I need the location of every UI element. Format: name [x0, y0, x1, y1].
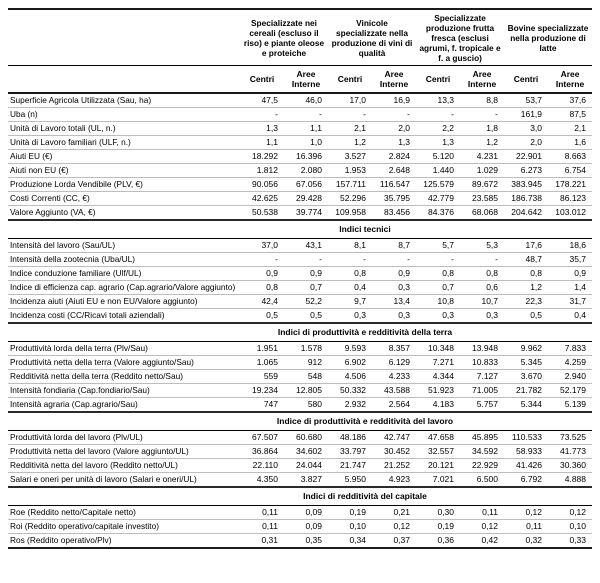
- cell-value: 12.805: [284, 384, 328, 398]
- table-row: [8, 164, 592, 178]
- table-row: [8, 108, 592, 122]
- table-row: [8, 295, 592, 309]
- cell-value: -: [284, 108, 328, 122]
- cell-value: 50.332: [328, 384, 372, 398]
- subheader-aree-interne: Aree Interne: [284, 66, 328, 94]
- cell-value: 19.234: [240, 384, 284, 398]
- cell-value: 31,7: [548, 295, 592, 309]
- row-label: Unità di Lavoro familiari (ULF, n.): [8, 136, 240, 150]
- cell-value: -: [416, 108, 460, 122]
- cell-value: 0,12: [460, 520, 504, 534]
- cell-value: -: [416, 253, 460, 267]
- table-row: [8, 206, 592, 221]
- cell-value: 747: [263, 399, 278, 409]
- cell-value: 109.958: [335, 207, 366, 217]
- cell-value: 35.795: [372, 192, 416, 206]
- row-label: Uba (n): [8, 108, 240, 122]
- cell-value: 6.129: [372, 356, 416, 370]
- cell-value: 0,8: [328, 267, 372, 281]
- cell-value: 5.757: [476, 399, 499, 409]
- table-row: [8, 342, 592, 356]
- cell-value: 1,2: [460, 136, 504, 150]
- cell-value: 30.360: [548, 459, 592, 473]
- row-label: Unità di Lavoro totali (UL, n.): [8, 122, 240, 136]
- cell-value: 1.812: [240, 164, 284, 178]
- row-label: Roe (Reddito netto/Capitale netto): [8, 506, 240, 520]
- cell-value: 4.506: [328, 370, 372, 384]
- cell-value: 10.348: [416, 342, 460, 356]
- cell-value: 36.864: [240, 445, 284, 459]
- cell-value: 10,8: [416, 295, 460, 309]
- cell-value: 0,9: [372, 267, 416, 281]
- row-label: Produzione Lorda Vendibile (PLV, €): [8, 178, 240, 192]
- cell-value: 1,1: [240, 136, 284, 150]
- subheader-row: [8, 66, 592, 94]
- cell-value: 1.029: [460, 164, 504, 178]
- cell-value: 0,5: [310, 310, 322, 320]
- cell-value: 0,5: [266, 310, 278, 320]
- cell-value: 32.557: [416, 445, 460, 459]
- cell-value: 21.782: [504, 384, 548, 398]
- cell-value: 1.953: [328, 164, 372, 178]
- cell-value: 8.357: [372, 342, 416, 356]
- section-header: Indice di produttività e redditività del lavoro: [8, 412, 592, 431]
- cell-value: -: [460, 108, 504, 122]
- subheader-aree-interne: Aree Interne: [548, 66, 592, 94]
- cell-value: 0,3: [486, 310, 499, 320]
- cell-value: 47,5: [240, 93, 284, 108]
- cell-value: 67.507: [240, 431, 284, 445]
- cell-value: 5.120: [416, 150, 460, 164]
- subheader-aree-interne: Aree Interne: [372, 66, 416, 94]
- row-label: Superficie Agricola Utilizzata (Sau, ha): [8, 93, 240, 108]
- cell-value: 42.779: [416, 192, 460, 206]
- cell-value: 22,3: [504, 295, 548, 309]
- cell-value: 0,11: [240, 520, 284, 534]
- cell-value: 1,1: [284, 122, 328, 136]
- cell-value: 2.824: [372, 150, 416, 164]
- cell-value: 2,0: [372, 122, 416, 136]
- cell-value: 34.592: [460, 445, 504, 459]
- cell-value: 0,36: [437, 535, 455, 545]
- column-group-vinicole: Vinicole specializzate nella produzione di vini di qualità: [328, 9, 416, 66]
- row-label: Intensità del lavoro (Sau/UL): [8, 239, 240, 253]
- cell-value: 1,8: [460, 122, 504, 136]
- cell-value: 0,8: [504, 267, 548, 281]
- cell-value: 2.648: [372, 164, 416, 178]
- cell-value: 0,11: [240, 506, 284, 520]
- row-label: Incidenza costi (CC/Ricavi totali aziendali): [10, 310, 165, 320]
- cell-value: 24.044: [284, 459, 328, 473]
- cell-value: 52.179: [548, 384, 592, 398]
- cell-value: 4.233: [372, 370, 416, 384]
- table-row: [8, 534, 592, 549]
- cell-value: 0,3: [372, 281, 416, 295]
- row-label: Produttività netta del lavoro (Valore aggiunto/UL): [8, 445, 240, 459]
- column-group-bovine: Bovine specializzate nella produzione di latte: [504, 9, 592, 66]
- cell-value: 90.056: [240, 178, 284, 192]
- cell-value: 6.500: [476, 474, 499, 484]
- section-header-row: [8, 220, 592, 239]
- cell-value: 0,33: [569, 535, 587, 545]
- cell-value: 4.183: [432, 399, 455, 409]
- cell-value: 83.456: [384, 207, 411, 217]
- cell-value: 912: [284, 356, 328, 370]
- cell-value: 103.012: [555, 207, 587, 217]
- corner-cell: [8, 9, 240, 66]
- cell-value: 42.747: [372, 431, 416, 445]
- cell-value: 1.578: [284, 342, 328, 356]
- cell-value: 41.773: [548, 445, 592, 459]
- cell-value: 29.428: [284, 192, 328, 206]
- cell-value: 2,2: [416, 122, 460, 136]
- cell-value: 2,1: [548, 122, 592, 136]
- row-label: Indice di efficienza cap. agrario (Cap.agrario/Valore aggiunto): [8, 281, 240, 295]
- cell-value: 0,19: [328, 506, 372, 520]
- cell-value: 89.672: [460, 178, 504, 192]
- cell-value: 0,31: [261, 535, 278, 545]
- cell-value: 1,6: [548, 136, 592, 150]
- cell-value: 0,11: [504, 520, 548, 534]
- table-row: [8, 506, 592, 520]
- cell-value: -: [328, 253, 372, 267]
- cell-value: 548: [284, 370, 328, 384]
- cell-value: 4.888: [564, 474, 587, 484]
- cell-value: 7.833: [548, 342, 592, 356]
- cell-value: 42,4: [240, 295, 284, 309]
- cell-value: 4.344: [416, 370, 460, 384]
- cell-value: 22.929: [460, 459, 504, 473]
- cell-value: 35,7: [548, 253, 592, 267]
- cell-value: 1.065: [240, 356, 284, 370]
- cell-value: 0,10: [328, 520, 372, 534]
- cell-value: 18.292: [240, 150, 284, 164]
- cell-value: 4.923: [388, 474, 411, 484]
- cell-value: 0,7: [416, 281, 460, 295]
- subheader-centri: Centri: [328, 66, 372, 94]
- cell-value: 9.962: [504, 342, 548, 356]
- table-row: [8, 253, 592, 267]
- cell-value: 13,3: [416, 93, 460, 108]
- cell-value: 68.068: [472, 207, 499, 217]
- cell-value: 0,12: [372, 520, 416, 534]
- cell-value: 17,0: [328, 93, 372, 108]
- table-row: [8, 136, 592, 150]
- cell-value: 9.593: [328, 342, 372, 356]
- cell-value: 6.792: [520, 474, 543, 484]
- cell-value: 0,4: [328, 281, 372, 295]
- cell-value: 0,9: [284, 267, 328, 281]
- cell-value: 2,1: [328, 122, 372, 136]
- cell-value: 0,11: [460, 506, 504, 520]
- cell-value: 37,0: [240, 239, 284, 253]
- cell-value: 0,10: [548, 520, 592, 534]
- cell-value: 186.738: [504, 192, 548, 206]
- table-row: [8, 370, 592, 384]
- cell-value: 580: [307, 399, 322, 409]
- cell-value: 110.533: [504, 431, 548, 445]
- table-row: [8, 356, 592, 370]
- cell-value: 0,3: [354, 310, 366, 320]
- cell-value: 0,30: [416, 506, 460, 520]
- table-row: [8, 431, 592, 445]
- table-row: [8, 93, 592, 108]
- cell-value: 383.945: [504, 178, 548, 192]
- cell-value: 73.525: [548, 431, 592, 445]
- row-label: Intensità della zootecnia (Uba/UL): [8, 253, 240, 267]
- cell-value: 0,35: [305, 535, 322, 545]
- subheader-centri: Centri: [240, 66, 284, 94]
- cell-value: 9,7: [328, 295, 372, 309]
- table-row: [8, 178, 592, 192]
- cell-value: 10.833: [460, 356, 504, 370]
- row-label: Aiuti non EU (€): [8, 164, 240, 178]
- cell-value: 48.186: [328, 431, 372, 445]
- cell-value: 0,12: [504, 506, 548, 520]
- row-label: Intensità fondiaria (Cap.fondiario/Sau): [8, 384, 240, 398]
- cell-value: 1.951: [240, 342, 284, 356]
- cell-value: 51.923: [416, 384, 460, 398]
- cell-value: 3.527: [328, 150, 372, 164]
- cell-value: -: [328, 108, 372, 122]
- cell-value: 5.344: [520, 399, 543, 409]
- cell-value: 0,09: [284, 520, 328, 534]
- cell-value: 3.827: [300, 474, 322, 484]
- cell-value: 34.602: [284, 445, 328, 459]
- cell-value: 45.895: [460, 431, 504, 445]
- cell-value: 0,8: [460, 267, 504, 281]
- cell-value: 7.127: [460, 370, 504, 384]
- cell-value: 0,32: [525, 535, 543, 545]
- cell-value: 204.642: [511, 207, 543, 217]
- cell-value: 5.139: [564, 399, 587, 409]
- cell-value: 13,4: [372, 295, 416, 309]
- cell-value: 42.625: [240, 192, 284, 206]
- row-label: Ros (Reddito operativo/Plv): [10, 535, 112, 545]
- cell-value: 0,6: [460, 281, 504, 295]
- cell-value: 33.797: [328, 445, 372, 459]
- row-label: Valore Aggiunto (VA, €): [10, 207, 96, 217]
- cell-value: 6.273: [504, 164, 548, 178]
- section-header-row: [8, 412, 592, 431]
- table-row: [8, 473, 592, 488]
- cell-value: 46,0: [284, 93, 328, 108]
- subheader-centri: Centri: [504, 66, 548, 94]
- cell-value: 2.940: [548, 370, 592, 384]
- table-row: [8, 150, 592, 164]
- cell-value: 7.271: [416, 356, 460, 370]
- cell-value: 3,0: [504, 122, 548, 136]
- cell-value: 71.005: [460, 384, 504, 398]
- cell-value: 8,1: [328, 239, 372, 253]
- row-label: Salari e oneri per unità di lavoro (Salari e oneri/UL): [10, 474, 197, 484]
- cell-value: 0,19: [416, 520, 460, 534]
- cell-value: 8,7: [372, 239, 416, 253]
- cell-value: 1,2: [504, 281, 548, 295]
- cell-value: 20.121: [416, 459, 460, 473]
- cell-value: 47.658: [416, 431, 460, 445]
- cell-value: 84.376: [428, 207, 455, 217]
- cell-value: -: [240, 108, 284, 122]
- section-header: Indici tecnici: [8, 220, 592, 239]
- row-label: Roi (Reddito operativo/capitale investito): [8, 520, 240, 534]
- cell-value: 6.754: [548, 164, 592, 178]
- row-label: Redditività netta della terra (Reddito netto/Sau): [8, 370, 240, 384]
- row-label: Intensità agraria (Cap.agrario/Sau): [10, 399, 138, 409]
- row-label: Produttività lorda del lavoro (Plv/UL): [8, 431, 240, 445]
- cell-value: 0,3: [442, 310, 455, 320]
- cell-value: 0,5: [530, 310, 543, 320]
- cell-value: 50.538: [252, 207, 278, 217]
- row-label: Indice conduzione familiare (Ulf/UL): [8, 267, 240, 281]
- row-label: Costi Correnti (CC, €): [8, 192, 240, 206]
- row-label: Aiuti EU (€): [8, 150, 240, 164]
- cell-value: 22.901: [504, 150, 548, 164]
- cell-value: 86.123: [548, 192, 592, 206]
- cell-value: 22.110: [240, 459, 284, 473]
- cell-value: 178.221: [548, 178, 592, 192]
- cell-value: 1.440: [416, 164, 460, 178]
- table-row: [8, 520, 592, 534]
- cell-value: 21.252: [372, 459, 416, 473]
- cell-value: 559: [240, 370, 284, 384]
- cell-value: 43.588: [372, 384, 416, 398]
- row-label: Produttività netta della terra (Valore aggiunto/Sau): [8, 356, 240, 370]
- cell-value: 0,9: [240, 267, 284, 281]
- cell-value: -: [284, 253, 328, 267]
- cell-value: -: [460, 253, 504, 267]
- cell-value: 5,7: [416, 239, 460, 253]
- cell-value: 116.547: [372, 178, 416, 192]
- cell-value: 87,5: [548, 108, 592, 122]
- cell-value: 0,12: [548, 506, 592, 520]
- cell-value: 41.426: [504, 459, 548, 473]
- cell-value: 4.231: [460, 150, 504, 164]
- table-row: [8, 384, 592, 398]
- cell-value: -: [372, 108, 416, 122]
- cell-value: 52.296: [328, 192, 372, 206]
- cell-value: 3.670: [504, 370, 548, 384]
- cell-value: 60.680: [284, 431, 328, 445]
- cell-value: 17,6: [504, 239, 548, 253]
- cell-value: 37,6: [548, 93, 592, 108]
- table-row: [8, 445, 592, 459]
- cell-value: 1,3: [240, 122, 284, 136]
- cell-value: 2,0: [504, 136, 548, 150]
- row-label: Produttività lorda della terra (Plv/Sau): [8, 342, 240, 356]
- cell-value: 4.259: [548, 356, 592, 370]
- section-header: Indici di redditività del capitale: [8, 487, 592, 506]
- cell-value: 161,9: [504, 108, 548, 122]
- cell-value: 52,2: [284, 295, 328, 309]
- cell-value: 10,7: [460, 295, 504, 309]
- table-row: [8, 309, 592, 324]
- cell-value: 1,0: [284, 136, 328, 150]
- cell-value: 48,7: [504, 253, 548, 267]
- row-label: Redditività netta del lavoro (Reddito netto/UL): [8, 459, 240, 473]
- table-row: [8, 192, 592, 206]
- cell-value: 1,3: [372, 136, 416, 150]
- cell-value: 53,7: [504, 93, 548, 108]
- cell-value: 0,4: [574, 310, 587, 320]
- cell-value: 0,09: [284, 506, 328, 520]
- cell-value: -: [372, 253, 416, 267]
- table-row: [8, 267, 592, 281]
- cell-value: 39.774: [296, 207, 322, 217]
- row-label: Incidenza aiuti (Aiuti EU e non EU/Valore aggiunto): [8, 295, 240, 309]
- section-header: Indici di produttività e redditività della terra: [8, 323, 592, 342]
- table-row: [8, 281, 592, 295]
- cell-value: 16,9: [372, 93, 416, 108]
- column-group-cereali: Specializzate nei cereali (escluso il riso) e piante oleose e proteiche: [240, 9, 328, 66]
- cell-value: 43,1: [284, 239, 328, 253]
- cell-value: 58.933: [504, 445, 548, 459]
- cell-value: 1,3: [416, 136, 460, 150]
- cell-value: 0,8: [416, 267, 460, 281]
- cell-value: 1,4: [548, 281, 592, 295]
- section-header-row: [8, 323, 592, 342]
- cell-value: 2.080: [284, 164, 328, 178]
- cell-value: 0,42: [481, 535, 499, 545]
- cell-value: 23.585: [460, 192, 504, 206]
- cell-value: 30.452: [372, 445, 416, 459]
- cell-value: 0,7: [284, 281, 328, 295]
- statistics-table: [8, 8, 592, 549]
- column-group-frutta: Specializzate produzione frutta fresca (esclusi agrumi, f. tropicale e f. a guscio): [416, 9, 504, 66]
- cell-value: 0,9: [548, 267, 592, 281]
- cell-value: 21.747: [328, 459, 372, 473]
- cell-value: 6.902: [328, 356, 372, 370]
- subheader-aree-interne: Aree Interne: [460, 66, 504, 94]
- cell-value: 0,8: [240, 281, 284, 295]
- cell-value: -: [240, 253, 284, 267]
- subheader-centri: Centri: [416, 66, 460, 94]
- table-row: [8, 122, 592, 136]
- table-row: [8, 459, 592, 473]
- cell-value: 125.579: [416, 178, 460, 192]
- cell-value: 2.564: [388, 399, 411, 409]
- cell-value: 67.056: [284, 178, 328, 192]
- cell-value: 8.663: [548, 150, 592, 164]
- corner-cell: [8, 66, 240, 94]
- cell-value: 5.950: [344, 474, 366, 484]
- cell-value: 13.948: [460, 342, 504, 356]
- cell-value: 0,37: [393, 535, 411, 545]
- section-header-row: [8, 487, 592, 506]
- cell-value: 4.350: [256, 474, 278, 484]
- cell-value: 2.932: [344, 399, 366, 409]
- cell-value: 5,3: [460, 239, 504, 253]
- cell-value: 0,21: [372, 506, 416, 520]
- table-row: [8, 239, 592, 253]
- cell-value: 7.021: [432, 474, 455, 484]
- cell-value: 8,8: [460, 93, 504, 108]
- table-row: [8, 398, 592, 413]
- cell-value: 5.345: [504, 356, 548, 370]
- cell-value: 18,6: [548, 239, 592, 253]
- cell-value: 157.711: [328, 178, 372, 192]
- cell-value: 16.396: [284, 150, 328, 164]
- cell-value: 1,2: [328, 136, 372, 150]
- column-group-header-row: [8, 9, 592, 66]
- cell-value: 0,3: [398, 310, 411, 320]
- cell-value: 0,34: [349, 535, 366, 545]
